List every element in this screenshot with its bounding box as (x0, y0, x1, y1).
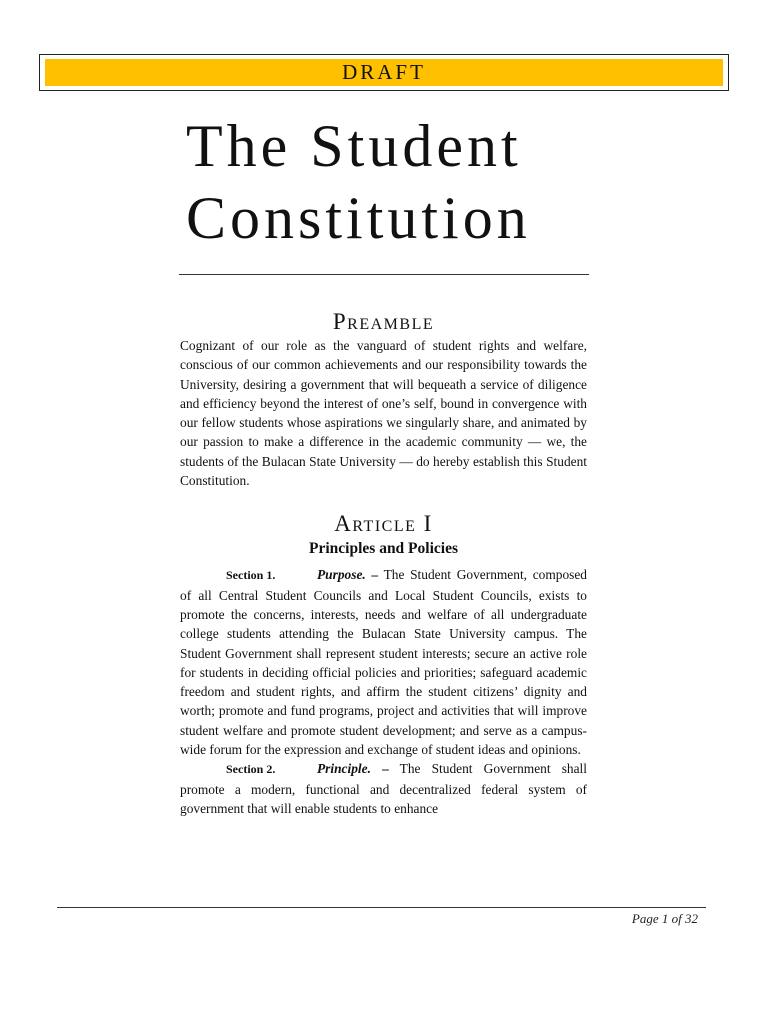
section-2-dash: – (370, 761, 389, 777)
section-2-label: Section 2. (226, 762, 276, 777)
title-divider (179, 274, 589, 275)
preamble-text: Cognizant of our role as the vanguard of student rights and welfare, conscious of our common achievements and our responsibility towards the University, desiring a government that will bequeath a service of diligence and efficiency beyond the interest of one’s self, bound in convergence with our fellow students whose aspirations we singularly share, and animated by our passion to make a difference in the academic community — we, the students of the Bulacan State University — do hereby establish this Student Constitution. (180, 338, 587, 489)
article-heading: Article I (334, 511, 433, 537)
section-1 (180, 565, 587, 759)
document-body (180, 308, 587, 818)
preamble-heading: Preamble (332, 309, 435, 334)
draft-label: DRAFT (45, 59, 723, 86)
section-2-name: Principle. (317, 761, 371, 777)
section-2 (180, 759, 587, 818)
page-number: Page 1 of 32 (631, 911, 698, 926)
section-2-text: The Student Government shall promote a modern, functional and decentralized federal system of government that will enable students to enhance (180, 761, 587, 816)
draft-banner (39, 54, 729, 91)
section-1-name: Purpose. (317, 567, 366, 583)
title-line-1: The Student (186, 113, 522, 179)
title-line-2: Constitution (186, 185, 531, 251)
section-1-text: The Student Government, composed of all Central Student Councils and Local Student Councils, exists to promote the concerns, interests, needs and welfare of all undergraduate college students attending the Bulacan State University campus. The Student Government shall represent student interests; secure an active role for students in deciding official policies and priorities; safeguard academic freedom and student rights, and affirm the student citizens’ dignity and worth; promote and fund programs, project and activities that will improve student welfare and promote student development; and serve as a campus-wide forum for the expression and exchange of student ideas and opinions. (180, 567, 588, 758)
article-subheading: Principles and Policies (309, 540, 458, 558)
section-1-label: Section 1. (226, 568, 276, 583)
document-title (186, 110, 746, 254)
section-1-dash: – (365, 567, 379, 583)
footer-divider (57, 907, 706, 908)
